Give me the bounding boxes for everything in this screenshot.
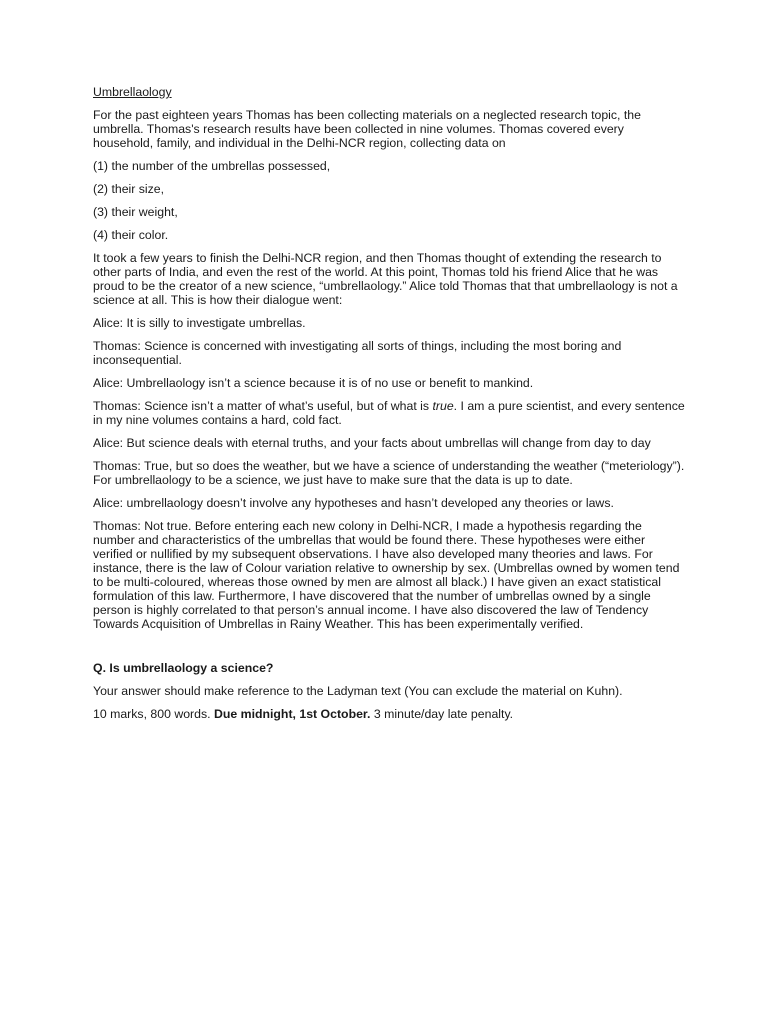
question-heading: Q. Is umbrellaology a science?	[93, 661, 274, 675]
list-item: (3) their weight,	[93, 205, 178, 219]
marks-text: 10 marks, 800 words.	[93, 707, 214, 721]
dialogue-text: Thomas: Science isn’t a matter of what’s useful, but of what is	[93, 399, 433, 413]
document-title: Umbrellaology	[93, 85, 172, 99]
due-date: Due midnight, 1st October.	[213, 707, 371, 721]
dialogue-line	[93, 399, 685, 427]
emphasis-true: true	[432, 399, 454, 413]
dialogue-line: Alice: umbrellaology doesn’t involve any hypotheses and hasn’t developed any theories or laws.	[93, 496, 614, 510]
dialogue-line: Alice: But science deals with eternal truths, and your facts about umbrellas will change from day to day	[93, 436, 651, 450]
context-paragraph: It took a few years to finish the Delhi-NCR region, and then Thomas thought of extending the research to other parts of India, and even the rest of the world. At this point, Thomas told his friend Alice that he was proud to be the creator of a new science, “umbrellaology.” Alice told Thomas that that umbrellaology is not a science at all. This is how their dialogue went:	[93, 251, 678, 307]
marks-line	[93, 707, 685, 721]
dialogue-line: Thomas: Not true. Before entering each new colony in Delhi-NCR, I made a hypothesis regarding the number and characteristics of the umbrellas that would be found there. These hypotheses were either verified or nullified by my subsequent observations. I have also developed many theories and laws. For instance, there is the law of Colour variation relative to ownership by sex. (Umbrellas owned by women tend to be multi-coloured, whereas those owned by men are almost all black.) I have given an exact statistical formulation of this law. Furthermore, I have discovered that the number of umbrellas owned by a single person is highly correlated to that person’s annual income. I have also discovered the law of Tendency Towards Acquisition of Umbrellas in Rainy Weather. This has been experimentally verified.	[93, 519, 680, 631]
list-item: (2) their size,	[93, 182, 165, 196]
answer-instructions: Your answer should make reference to the Ladyman text (You can exclude the material on Kuhn).	[93, 684, 623, 698]
list-item: (1) the number of the umbrellas possessed,	[93, 159, 331, 173]
dialogue-line: Thomas: True, but so does the weather, but we have a science of understanding the weather (“meteriology”). For umbrellaology to be a science, we just have to make sure that the data is up to date.	[93, 459, 685, 487]
penalty-text: 3 minute/day late penalty.	[370, 707, 514, 721]
document-page	[93, 85, 685, 730]
dialogue-line: Alice: It is silly to investigate umbrellas.	[93, 316, 306, 330]
dialogue-text: . I am a pure scientist, and every sentence in my nine volumes contains a hard, cold fact.	[93, 399, 685, 427]
intro-paragraph: For the past eighteen years Thomas has been collecting materials on a neglected research topic, the umbrella. Thomas's research results have been collected in nine volumes. Thomas covered every household, family, and individual in the Delhi-NCR region, collecting data on	[93, 108, 641, 150]
dialogue-line: Thomas: Science is concerned with investigating all sorts of things, including the most boring and inconsequential.	[93, 339, 622, 367]
dialogue-line: Alice: Umbrellaology isn’t a science because it is of no use or benefit to mankind.	[93, 376, 534, 390]
list-item: (4) their color.	[93, 228, 169, 242]
